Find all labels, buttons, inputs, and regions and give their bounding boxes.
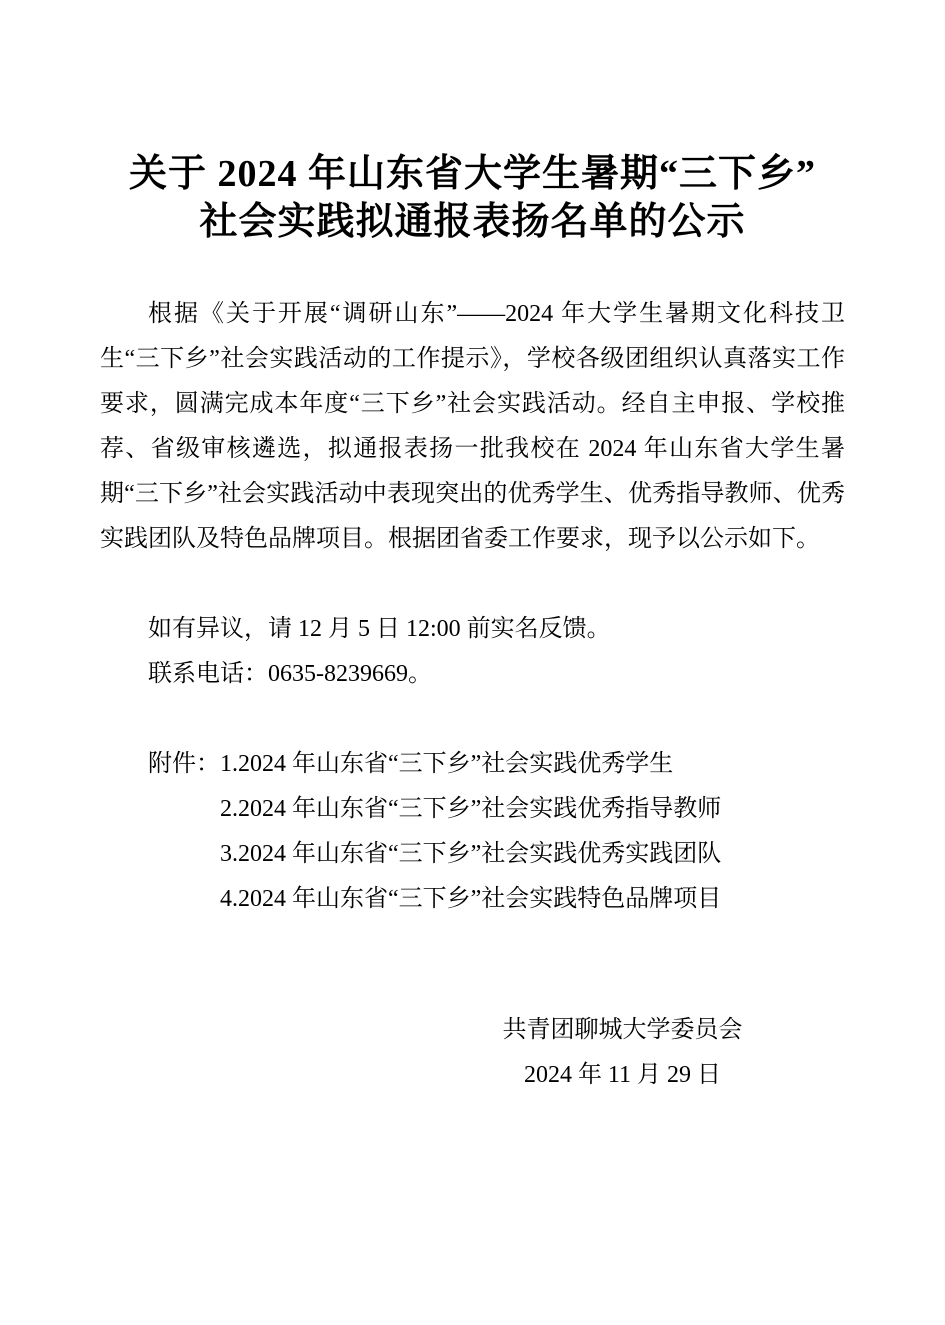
attachment-item-1: 1.2024 年山东省“三下乡”社会实践优秀学生 (220, 751, 674, 777)
signature-block (400, 1008, 845, 1098)
attachments-list (220, 742, 900, 922)
attachments-block (100, 742, 900, 922)
title-line-2: 社会实践拟通报表扬名单的公示 (199, 201, 746, 243)
title-line-1: 关于 2024 年山东省大学生暑期“三下乡” (128, 153, 816, 195)
attachment-item-3: 3.2024 年山东省“三下乡”社会实践优秀实践团队 (220, 841, 722, 867)
attachments-label: 附件： (148, 751, 220, 777)
document-title (0, 150, 945, 246)
attachment-item-2: 2.2024 年山东省“三下乡”社会实践优秀指导教师 (220, 796, 722, 822)
signature-organization: 共青团聊城大学委员会 (502, 1017, 743, 1043)
contact-phone-line: 联系电话：0635-8239669。 (148, 661, 432, 687)
signature-date: 2024 年 11 月 29 日 (523, 1062, 722, 1088)
body-paragraph: 根据《关于开展“调研山东”——2024 年大学生暑期文化科技卫生“三下乡”社会实践活动的工作提示》，学校各级团组织认真落实工作要求，圆满完成本年度“三下乡”社会实践活动。经自主申报、学校推荐、省级审核遴选，拟通报表扬一批我校在 2024 年山东省大学生暑期“三下乡”社会实践活动中表现突出的优秀学生、优秀指导教师、优秀实践团队及特色品牌项目。根据团省委工作要求，现予以公示如下。 (100, 301, 845, 552)
feedback-deadline-line: 如有异议，请 12 月 5 日 12:00 前实名反馈。 (148, 616, 611, 642)
attachment-item-4: 4.2024 年山东省“三下乡”社会实践特色品牌项目 (220, 886, 722, 912)
